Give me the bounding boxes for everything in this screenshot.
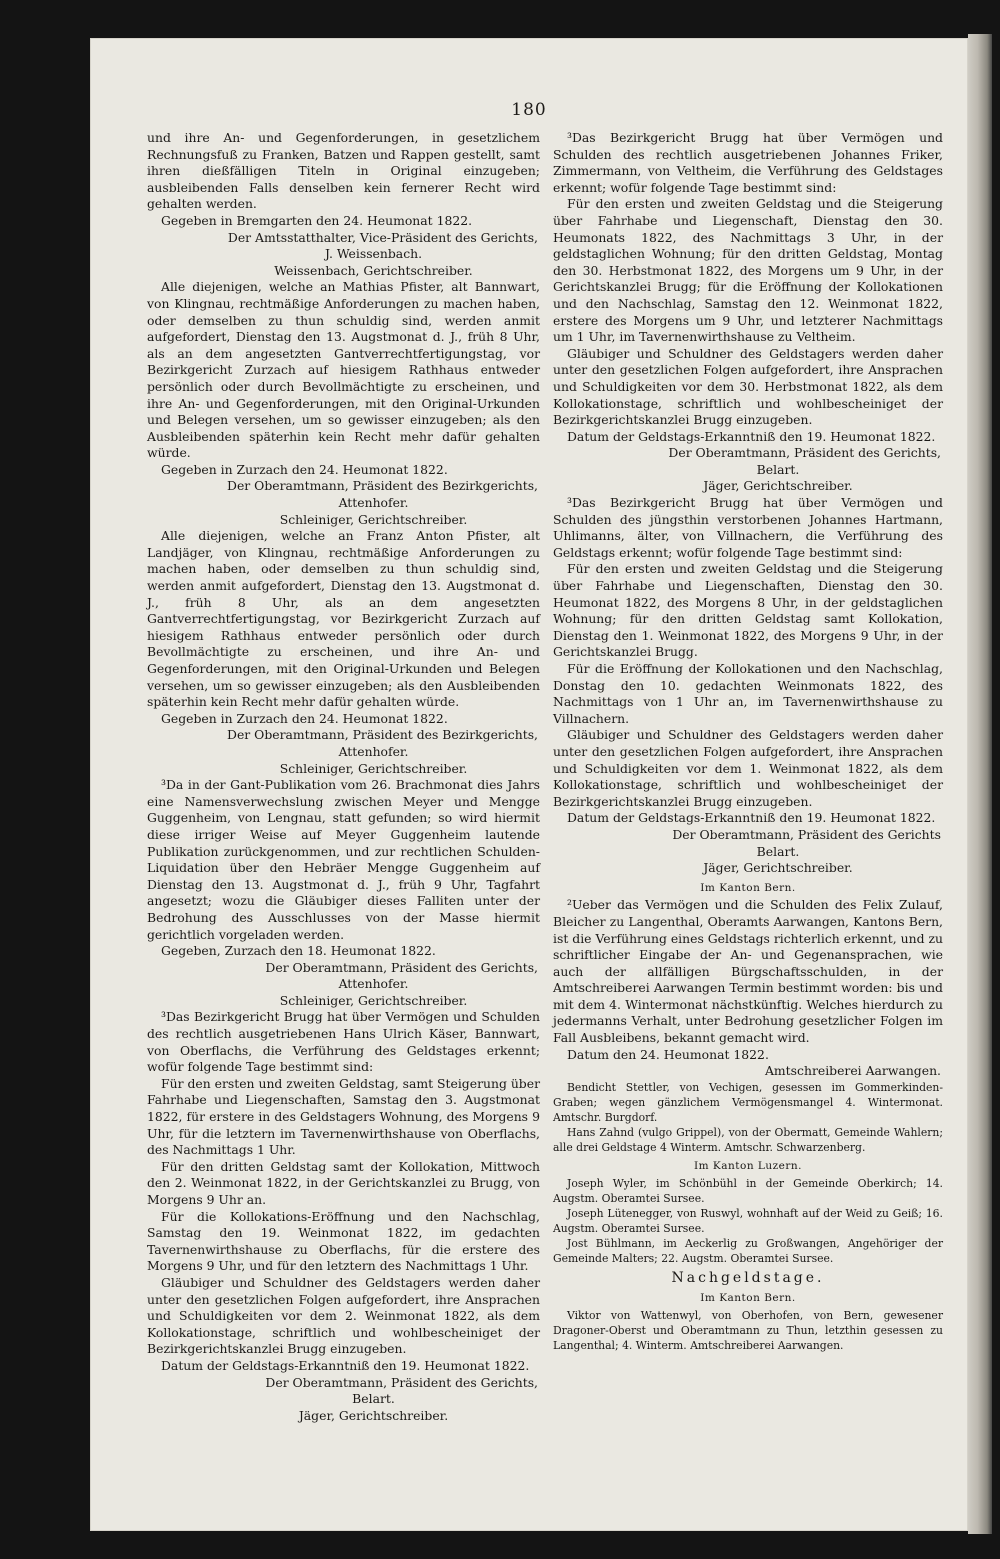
notice-paragraph: Für den ersten und zweiten Geldstag und die Steigerung über Fahrhabe und Liegenschaften, Dienstag den 30. Heumonat 1822, des Morgens 8 Uhr, in der geldstaglichen Wohnung; für den dritten Geldstag samt Kollokation, Dienstag den 1. Weinmonat 1822, des Morgens 9 Uhr, in der Gerichtskanzlei Brugg. [553, 561, 943, 660]
notice-paragraph: Für den dritten Geldstag samt der Kollokation, Mittwoch den 2. Weinmonat 1822, in der Gerichtskanzlei zu Brugg, von Morgens 9 Uhr an. [147, 1158, 540, 1207]
signature-clerk: Schleiniger, Gerichtschreiber. [279, 511, 468, 527]
list-item: Joseph Lütenegger, von Ruswyl, wohnhaft auf der Weid zu Geiß; 16. Augstm. Oberamtei Sursee. [553, 1207, 943, 1236]
signature-name: Belart. [756, 461, 800, 477]
notice-paragraph: Alle diejenigen, welche an Franz Anton Pfister, alt Landjäger, von Klingnau, rechtmäßige Anforderungen zu machen haben, oder demselben zu thun schuldig sind, werden anmit aufgefordert, Dienstag den 13. Augstmonat d. J., früh 8 Uhr, als an dem angesetzten Gantverrechtfertigungstag, vor Bezirkgericht Zurzach auf hiesigem Rathhaus entweder persönlich oder durch Bevollmächtigte zu erscheinen, und ihre An- und Gegenforderungen, mit den Original-Urkunden und Belegen versehen, um so gewisser einzugeben; als den Ausbleibenden späterhin kein Recht mehr dafür gehalten würde. [147, 528, 540, 710]
signature-name: J. Weissenbach. [324, 246, 423, 262]
page-number: 180 [511, 100, 547, 120]
canton-heading: Im Kanton Luzern. [693, 1160, 803, 1173]
signature-line: Der Oberamtmann, Präsident des Bezirkgerichts, [227, 478, 538, 494]
list-item: Jost Bühlmann, im Aeckerlig zu Großwangen, Angehöriger der Gemeinde Malters; 22. Augstm. Oberamtei Sursee. [553, 1237, 943, 1266]
notice-paragraph: Für den ersten und zweiten Geldstag, samt Steigerung über Fahrhabe und Liegenschaften, Samstag den 3. Augstmonat 1822, für erstere in des Geldstagers Wohnung, des Morgens 9 Uhr, für die letztern im Tavernenwirthshause von Oberflachs, des Nachmittags 1 Uhr. [147, 1075, 540, 1158]
right-column [553, 130, 943, 1353]
notice-date: Datum der Geldstags-Erkanntniß den 19. Heumonat 1822. [161, 1357, 530, 1373]
notice-date: Gegeben in Zurzach den 24. Heumonat 1822. [161, 461, 448, 477]
notice-paragraph: Gläubiger und Schuldner des Geldstagers werden daher unter den gesetzlichen Folgen aufgefordert, ihre Ansprachen und Schuldigkeiten vor dem 1. Weinmonat 1822, als dem Kollokationstage, schriftlich und wohlbescheiniget der Bezirkgerichtskanzlei Brugg einzugeben. [553, 727, 943, 809]
list-item: Joseph Wyler, im Schönbühl in der Gemeinde Oberkirch; 14. Augstm. Oberamtei Sursee. [553, 1176, 943, 1205]
signature-name: Belart. [352, 1391, 395, 1407]
signature-name: Belart. [756, 843, 800, 859]
notice-paragraph: ³Da in der Gant-Publikation vom 26. Brachmonat dies Jahrs eine Namensverwechslung zwischen Meyer und Mengge Guggenheim, von Lengnau, statt gefunden; so wird hiermit diese irriger Weise auf Meyer Guggenheim lautende Publikation zurückgenommen, und zur rechtlichen Schulden-Liquidation über den Hebräer Mengge Guggenheim auf Dienstag den 13. Augstmonat d. J., früh 9 Uhr, Tagfahrt angesetzt; wozu die Gläubiger dieses Falliten unter der Bedrohung des Ausschlusses von der Masse hiermit gerichtlich vorgeladen werden. [147, 777, 540, 942]
signature-clerk: Schleiniger, Gerichtschreiber. [279, 992, 468, 1008]
notice-paragraph: Gläubiger und Schuldner des Geldstagers werden daher unter den gesetzlichen Folgen aufgefordert, ihre Ansprachen und Schuldigkeiten vor dem 30. Herbstmonat 1822, als dem Kollokationstage, schriftlich und wohlbescheiniget der Bezirkgerichtskanzlei Brugg einzugeben. [553, 345, 943, 428]
notice-paragraph: und ihre An- und Gegenforderungen, in gesetzlichem Rechnungsfuß zu Franken, Batzen und Rappen gestellt, samt ihren dießfälligen Titeln in Original einzugeben; ausbleibenden Falls denselben kein fernerer Recht wird gehalten werden. [147, 130, 540, 212]
notice-paragraph: Für die Eröffnung der Kollokationen und den Nachschlag, Donstag den 10. gedachten Weinmonats 1822, des Nachmittags von 1 Uhr an, im Tavernenwirthshause zu Villnachern. [553, 661, 943, 726]
signature-line: Der Oberamtmann, Präsident des Gerichts, [265, 1374, 538, 1390]
notice-paragraph: Für den ersten und zweiten Geldstag und die Steigerung über Fahrhabe und Liegenschaft, Dienstag den 30. Heumonats 1822, des Nachmittags 3 Uhr, in der geldstaglichen Wohnung; für den dritten Geldstag, Montag den 30. Herbstmonat 1822, des Morgens um 9 Uhr, in der Gerichtskanzlei Brugg; für die Eröffnung der Kollokationen und den Nachschlag, Samstag den 12. Weinmonat 1822, erstere des Morgens um 9 Uhr, und letzterer Nachmittags um 1 Uhr, im Tavernenwirthshause zu Veltheim. [553, 196, 943, 345]
notice-paragraph: ³Das Bezirkgericht Brugg hat über Vermögen und Schulden des jüngsthin verstorbenen Johannes Hartmann, Uhlimanns, älter, von Villnachern, die Verführung des Geldstags erkennt; wofür folgende Tage bestimmt sind: [553, 495, 943, 560]
section-heading: Nachgeldstage. [671, 1270, 825, 1287]
notice-date: Datum den 24. Heumonat 1822. [567, 1046, 769, 1062]
notice-date: Datum der Geldstags-Erkanntniß den 19. Heumonat 1822. [567, 810, 936, 826]
signature-line: Amtschreiberei Aarwangen. [764, 1063, 941, 1079]
notice-paragraph: ³Das Bezirkgericht Brugg hat über Vermögen und Schulden des rechtlich ausgetriebenen Hans Ulrich Käser, Bannwart, von Oberflachs, die Verführung des Geldstages erkennt; wofür folgende Tage bestimmt sind: [147, 1009, 540, 1075]
newspaper-page [90, 38, 968, 1531]
signature-name: Attenhofer. [338, 495, 409, 511]
signature-line: Der Oberamtmann, Präsident des Gerichts, [668, 445, 941, 461]
notice-paragraph: Für die Kollokations-Eröffnung und den Nachschlag, Samstag den 19. Weinmonat 1822, im gedachten Tavernenwirthshause zu Oberflachs, für die erstere des Morgens 9 Uhr, und für den letztern des Nachmittags 1 Uhr. [147, 1208, 540, 1274]
signature-line: Der Amtsstatthalter, Vice-Präsident des Gerichts, [227, 229, 538, 245]
signature-line: Der Oberamtmann, Präsident des Gerichts [672, 826, 941, 842]
signature-clerk: Jäger, Gerichtschreiber. [298, 1407, 449, 1423]
list-item: Hans Zahnd (vulgo Grippel), von der Obermatt, Gemeinde Wahlern; alle drei Geldstage 4 Winterm. Amtschr. Schwarzenberg. [553, 1126, 943, 1155]
notice-date: Datum der Geldstags-Erkanntniß den 19. Heumonat 1822. [567, 428, 936, 444]
notice-paragraph: Gläubiger und Schuldner des Geldstagers werden daher unter den gesetzlichen Folgen aufgefordert, ihre Ansprachen und Schuldigkeiten vor dem 2. Weinmonat 1822, als dem Kollokationstage, schriftlich und wohlbescheiniget der Bezirkgerichtskanzlei Brugg einzugeben. [147, 1274, 540, 1357]
notice-date: Gegeben in Zurzach den 24. Heumonat 1822. [161, 710, 448, 726]
signature-name: Attenhofer. [338, 743, 409, 759]
book-gutter [968, 34, 992, 1534]
canton-heading: Im Kanton Bern. [700, 1292, 796, 1305]
signature-clerk: Schleiniger, Gerichtschreiber. [279, 760, 468, 776]
notice-paragraph: ²Ueber das Vermögen und die Schulden des Felix Zulauf, Bleicher zu Langenthal, Oberamts Aarwangen, Kantons Bern, ist die Verführung eines Geldstags richterlich erkennt, und zu schriftlicher Eingabe der An- und Gegenansprachen, wie auch der allfälligen Bürgschaftsschulden, in der Amtschreiberei Aarwangen Termin bestimmt worden: bis und mit dem 4. Wintermonat nächstkünftig. Welches hierdurch zu jedermanns Verhalt, unter Bedrohung gesetzlicher Folgen im Fall Ausbleibens, bekannt gemacht wird. [553, 897, 943, 1046]
signature-clerk: Jäger, Gerichtschreiber. [703, 478, 853, 494]
signature-line: Der Oberamtmann, Präsident des Gerichts, [265, 959, 538, 975]
signature-line: Der Oberamtmann, Präsident des Bezirkgerichts, [227, 727, 538, 743]
notice-paragraph: ³Das Bezirkgericht Brugg hat über Vermögen und Schulden des rechtlich ausgetriebenen Johannes Friker, Zimmermann, von Veltheim, die Verführung des Geldstages erkennt; wofür folgende Tage bestimmt sind: [553, 130, 943, 195]
signature-clerk: Weissenbach, Gerichtschreiber. [274, 262, 473, 278]
list-item: Bendicht Stettler, von Vechigen, gesessen im Gommerkinden-Graben; wegen gänzlichem Vermögensmangel 4. Wintermonat. Amtschr. Burgdorf. [553, 1080, 943, 1125]
signature-name: Attenhofer. [338, 976, 409, 992]
notice-paragraph: Alle diejenigen, welche an Mathias Pfister, alt Bannwart, von Klingnau, rechtmäßige Anforderungen zu machen haben, oder demselben zu thun schuldig sind, werden anmit aufgefordert, Dienstag den 13. Augstmonat d. J., früh 8 Uhr, als an dem angesetzten Gantverrechtfertigungstag, vor Bezirkgericht Zurzach auf hiesigem Rathhaus entweder persönlich oder durch Bevollmächtigte zu erscheinen, und ihre An- und Gegenforderungen, mit den Original-Urkunden und Belegen versehen, um so gewisser einzugeben; als den Ausbleibenden späterhin kein Recht mehr dafür gehalten würde. [147, 279, 540, 461]
list-item: Viktor von Wattenwyl, von Oberhofen, von Bern, gewesener Dragoner-Oberst und Oberamtmann zu Thun, letzthin gesessen zu Langenthal; 4. Winterm. Amtschreiberei Aarwangen. [553, 1308, 943, 1352]
left-column [147, 130, 540, 1424]
notice-date: Gegeben, Zurzach den 18. Heumonat 1822. [161, 943, 436, 959]
notice-date: Gegeben in Bremgarten den 24. Heumonat 1822. [161, 212, 473, 228]
canton-heading: Im Kanton Bern. [700, 881, 796, 894]
signature-clerk: Jäger, Gerichtschreiber. [703, 860, 853, 876]
